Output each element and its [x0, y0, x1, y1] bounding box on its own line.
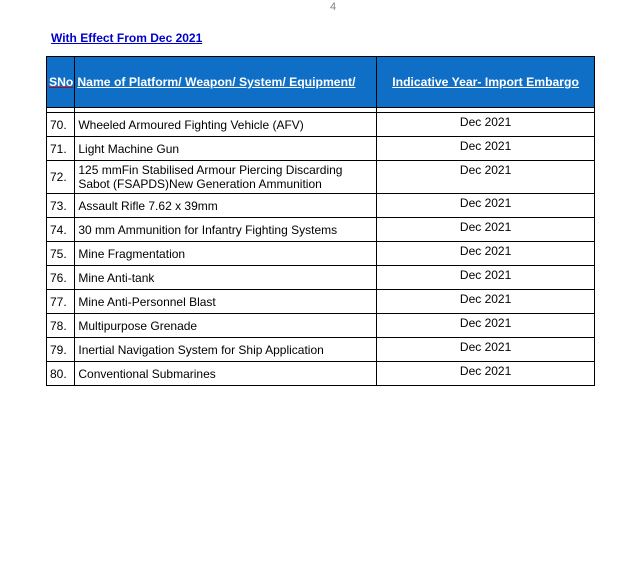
cell-name: Mine Anti-tank	[75, 266, 377, 290]
effect-heading: With Effect From Dec 2021	[51, 31, 203, 45]
cell-year: Dec 2021	[377, 113, 595, 137]
cell-year: Dec 2021	[377, 137, 595, 161]
cell-name: Mine Anti-Personnel Blast	[75, 290, 377, 314]
cell-sno: 74.	[47, 218, 75, 242]
cell-name: Wheeled Armoured Fighting Vehicle (AFV)	[75, 113, 377, 137]
cell-year: Dec 2021	[377, 266, 595, 290]
cell-sno: 75.	[47, 242, 75, 266]
cell-year: Dec 2021	[377, 314, 595, 338]
cell-name: Multipurpose Grenade	[75, 314, 377, 338]
cell-sno: 80.	[47, 362, 75, 386]
header-sno: SNo	[47, 57, 75, 108]
cell-name: 125 mmFin Stabilised Armour Piercing Discarding Sabot (FSAPDS)New Generation Ammunition	[75, 161, 377, 194]
cell-name: Light Machine Gun	[75, 137, 377, 161]
cell-name: Inertial Navigation System for Ship Application	[75, 338, 377, 362]
table-row	[47, 290, 595, 314]
table-row	[47, 242, 595, 266]
table-header-row	[47, 57, 595, 108]
table-row	[47, 338, 595, 362]
cell-sno: 71.	[47, 137, 75, 161]
table-row	[47, 113, 595, 137]
cell-sno: 79.	[47, 338, 75, 362]
table-row	[47, 218, 595, 242]
cell-sno: 76.	[47, 266, 75, 290]
cell-name: Conventional Submarines	[75, 362, 377, 386]
cell-sno: 73.	[47, 194, 75, 218]
table-row	[47, 362, 595, 386]
cell-sno: 78.	[47, 314, 75, 338]
cell-name: 30 mm Ammunition for Infantry Fighting Systems	[75, 218, 377, 242]
cell-year: Dec 2021	[377, 161, 595, 194]
embargo-table	[46, 56, 595, 386]
table-row	[47, 266, 595, 290]
cell-year: Dec 2021	[377, 338, 595, 362]
cell-sno: 70.	[47, 113, 75, 137]
cell-year: Dec 2021	[377, 290, 595, 314]
cell-sno: 77.	[47, 290, 75, 314]
table-row	[47, 137, 595, 161]
cell-name: Assault Rifle 7.62 x 39mm	[75, 194, 377, 218]
header-name: Name of Platform/ Weapon/ System/ Equipment/	[75, 57, 377, 108]
cell-year: Dec 2021	[377, 362, 595, 386]
header-year: Indicative Year- Import Embargo	[377, 57, 595, 108]
page-number: 4	[329, 1, 337, 13]
table-row	[47, 314, 595, 338]
table-row	[47, 194, 595, 218]
table-row	[47, 161, 595, 194]
cell-year: Dec 2021	[377, 218, 595, 242]
cell-name: Mine Fragmentation	[75, 242, 377, 266]
cell-year: Dec 2021	[377, 242, 595, 266]
cell-sno: 72.	[47, 161, 75, 194]
cell-year: Dec 2021	[377, 194, 595, 218]
